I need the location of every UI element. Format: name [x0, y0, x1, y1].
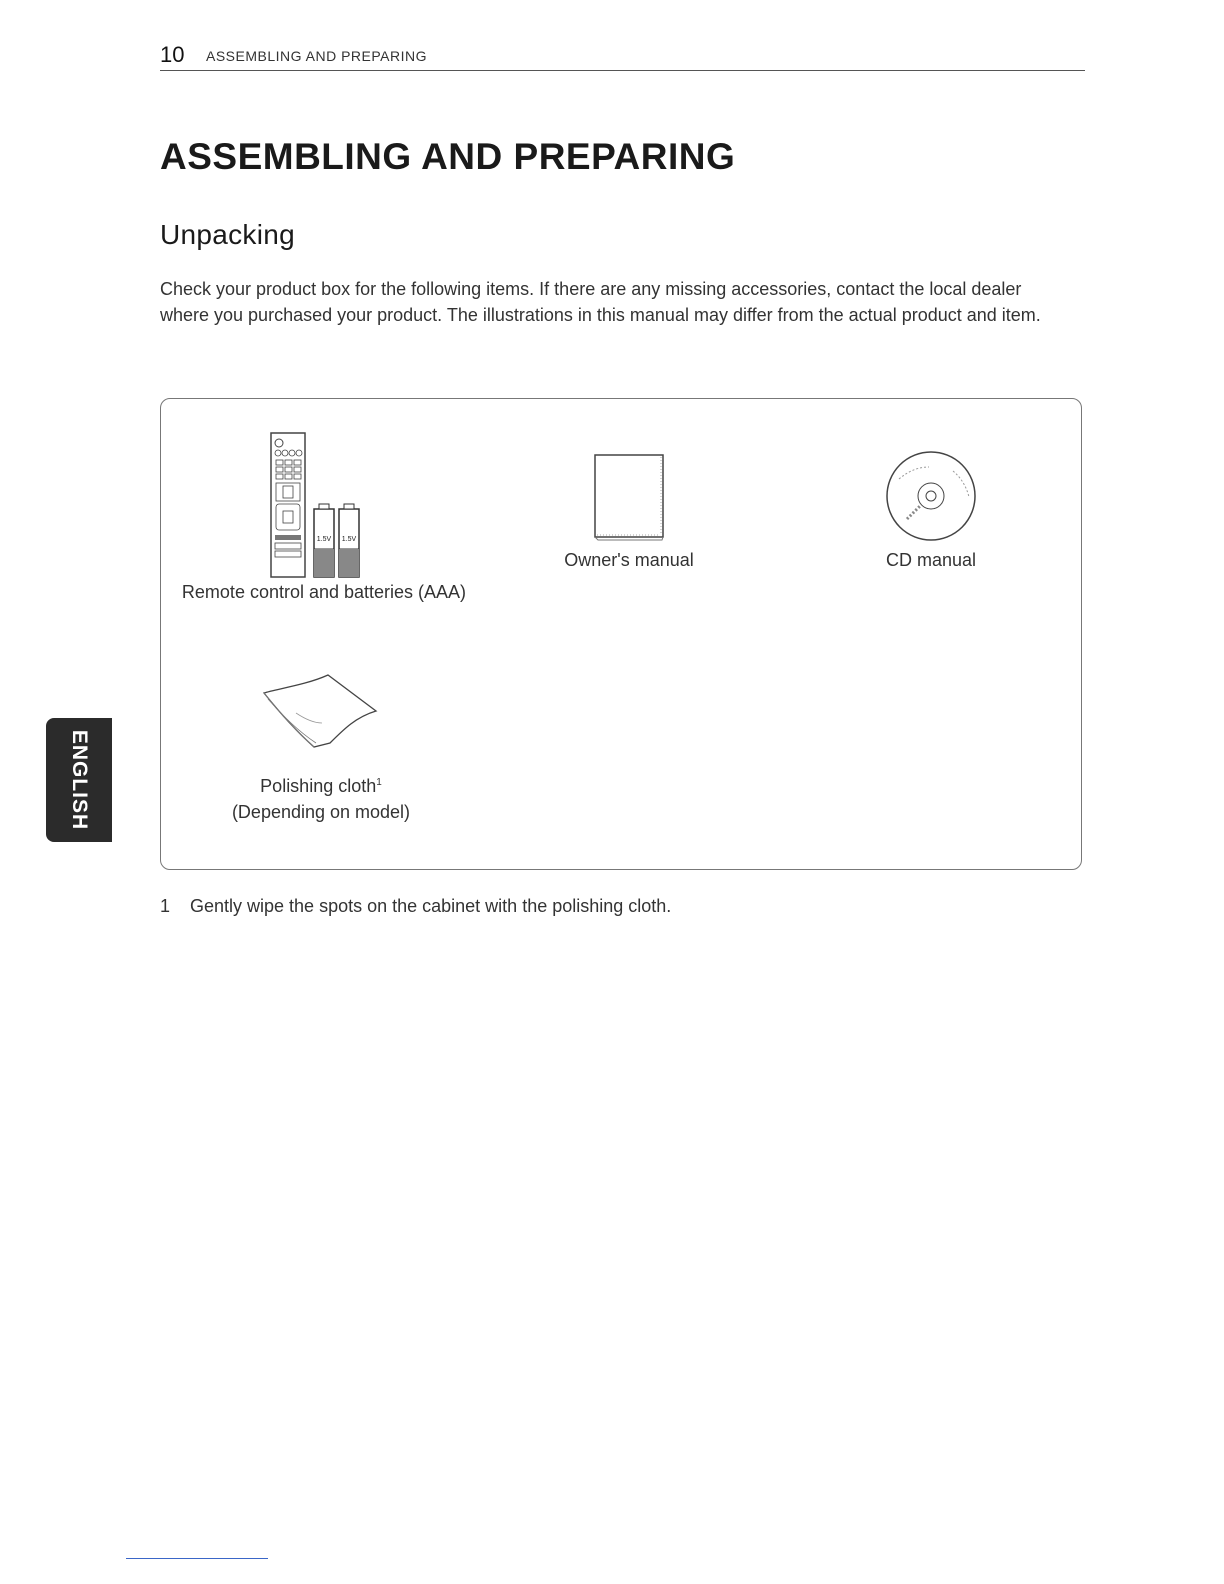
- owners-manual-icon: [593, 449, 665, 541]
- item-note: (Depending on model): [231, 802, 411, 822]
- item-polishing-cloth: [201, 671, 441, 825]
- item-label: Remote control and batteries (AAA): [181, 582, 467, 602]
- item-label: [201, 773, 441, 799]
- footnote-number: 1: [160, 896, 171, 916]
- language-tab: [46, 718, 112, 842]
- item-owners-manual: [519, 449, 739, 573]
- item-label: Owner's manual: [564, 550, 694, 570]
- running-header: [160, 40, 1085, 71]
- bottom-rule: [126, 1558, 268, 1559]
- polishing-cloth-icon: [256, 671, 386, 751]
- battery-voltage-label: 1.5V: [341, 536, 357, 543]
- page-number: 10: [160, 42, 185, 67]
- footnote-reference[interactable]: 1: [376, 777, 382, 788]
- footnote: [160, 896, 671, 917]
- accessories-box: [160, 398, 1082, 870]
- language-tab-label: ENGLISH: [68, 729, 91, 831]
- item-remote-control: [163, 431, 485, 605]
- section-title: Unpacking: [160, 219, 296, 250]
- page-title: ASSEMBLING AND PREPARING: [160, 136, 736, 177]
- polishing-cloth-label: Polishing cloth: [260, 776, 377, 796]
- remote-control-batteries-icon: [269, 431, 379, 579]
- item-label: CD manual: [885, 550, 977, 570]
- item-cd-manual: [821, 449, 1041, 573]
- footnote-text: Gently wipe the spots on the cabinet with the polishing cloth.: [190, 896, 672, 916]
- intro-paragraph: Check your product box for the following items. If there are any missing accessories, contact the local dealer where you purchased your product. The illustrations in this manual may differ from the actual product and item.: [160, 279, 1041, 325]
- cd-disc-icon: [885, 449, 977, 543]
- battery-voltage-label: 1.5V: [316, 536, 332, 543]
- running-header-section: ASSEMBLING AND PREPARING: [206, 48, 428, 64]
